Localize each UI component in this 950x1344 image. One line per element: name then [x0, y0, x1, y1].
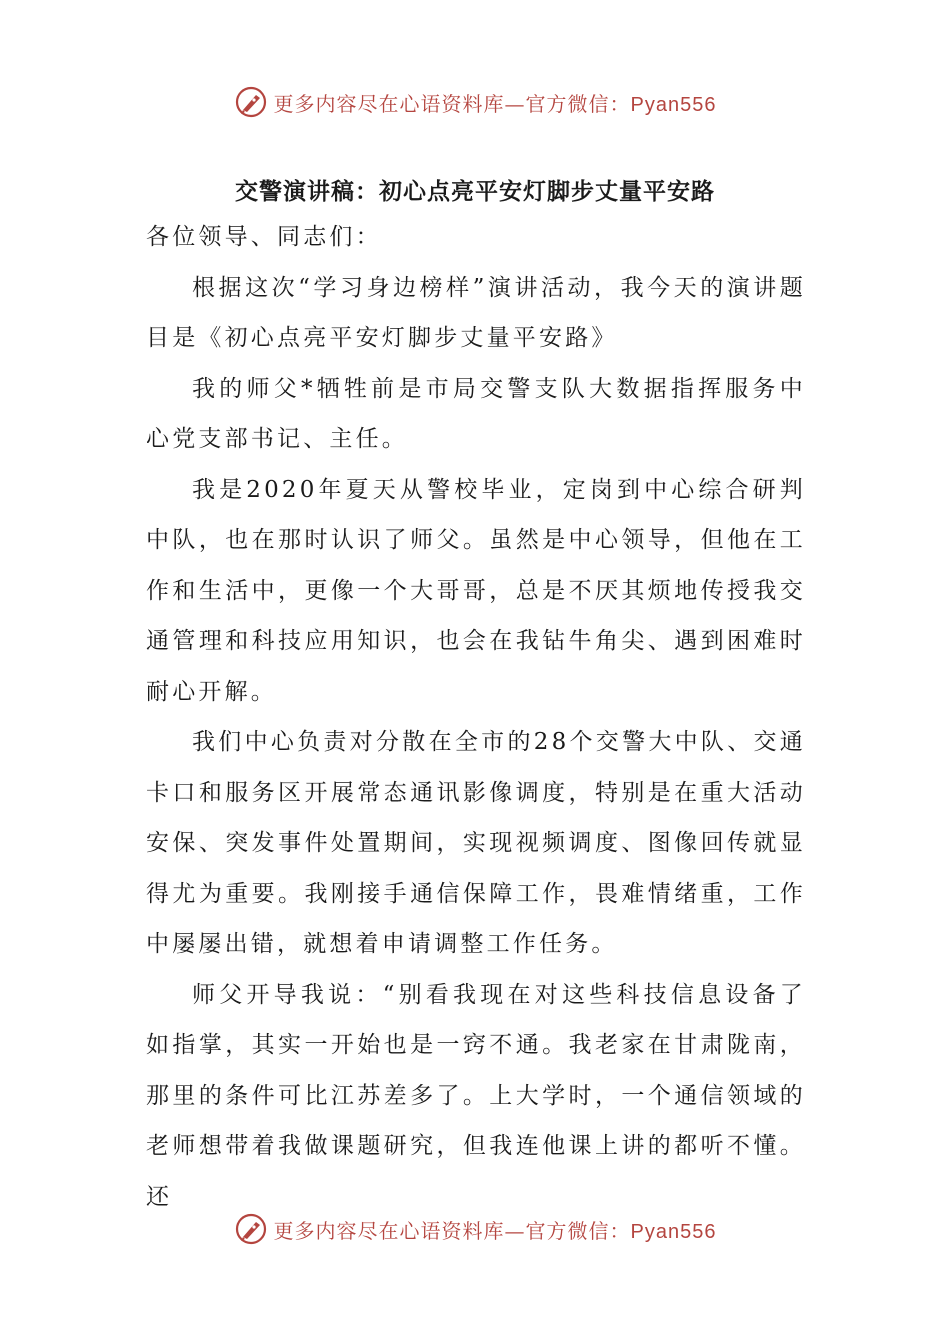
header-banner-text [274, 88, 717, 117]
document-paragraph: 根据这次“学习身边榜样”演讲活动，我今天的演讲题目是《初心点亮平安灯脚步丈量平安路》 [146, 274, 806, 351]
footer-banner-slogan: 更多内容尽在心语资料库 [273, 1218, 505, 1243]
document-paragraph: 我们中心负责对分散在全市的28个交警大中队、交通卡口和服务区开展常态通讯影像调度，特别是在重大活动安保、突发事件处置期间，实现视频调度、图像回传就显得尤为重要。我刚接手通信保障工作，畏难情绪重，工作中屡屡出错，就想着申请调整工作任务。 [146, 729, 806, 957]
document-paragraph: 我是2020年夏天从警校毕业，定岗到中心综合研判中队，也在那时认识了师父。虽然是中心领导，但他在工作和生活中，更像一个大哥哥，总是不厌其烦地传授我交通管理和科技应用知识，也会在我钻牛角尖、遇到困难时耐心开解。 [146, 476, 806, 705]
header-banner-slogan: 更多内容尽在心语资料库 [273, 91, 505, 116]
footer-banner-separator: — [504, 1218, 526, 1243]
header-banner-contact-label: 官方微信： [525, 91, 631, 116]
pen-nib-circle-icon [234, 85, 268, 119]
document-body [146, 212, 806, 1222]
footer-banner-contact-id: Pyan556 [630, 1220, 717, 1243]
document-title: 交警演讲稿：初心点亮平安灯脚步丈量平安路 [235, 178, 715, 205]
footer-banner [0, 1209, 950, 1249]
header-banner [0, 82, 950, 122]
document-paragraph: 我的师父*牺牲前是市局交警支队大数据指挥服务中心党支部书记、主任。 [146, 375, 806, 452]
pen-nib-circle-icon [234, 1212, 268, 1246]
footer-banner-text [274, 1215, 717, 1244]
header-banner-contact-id: Pyan556 [630, 93, 717, 116]
document-paragraph: 师父开导我说：“别看我现在对这些科技信息设备了如指掌，其实一开始也是一窍不通。我老家在甘肃陇南，那里的条件可比江苏差多了。上大学时，一个通信领域的老师想带着我做课题研究，但我连他课上讲的都听不懂。还 [146, 981, 806, 1210]
header-banner-separator: — [504, 91, 526, 116]
document-salutation: 各位领导、同志们： [146, 224, 382, 250]
footer-banner-contact-label: 官方微信： [525, 1218, 631, 1243]
